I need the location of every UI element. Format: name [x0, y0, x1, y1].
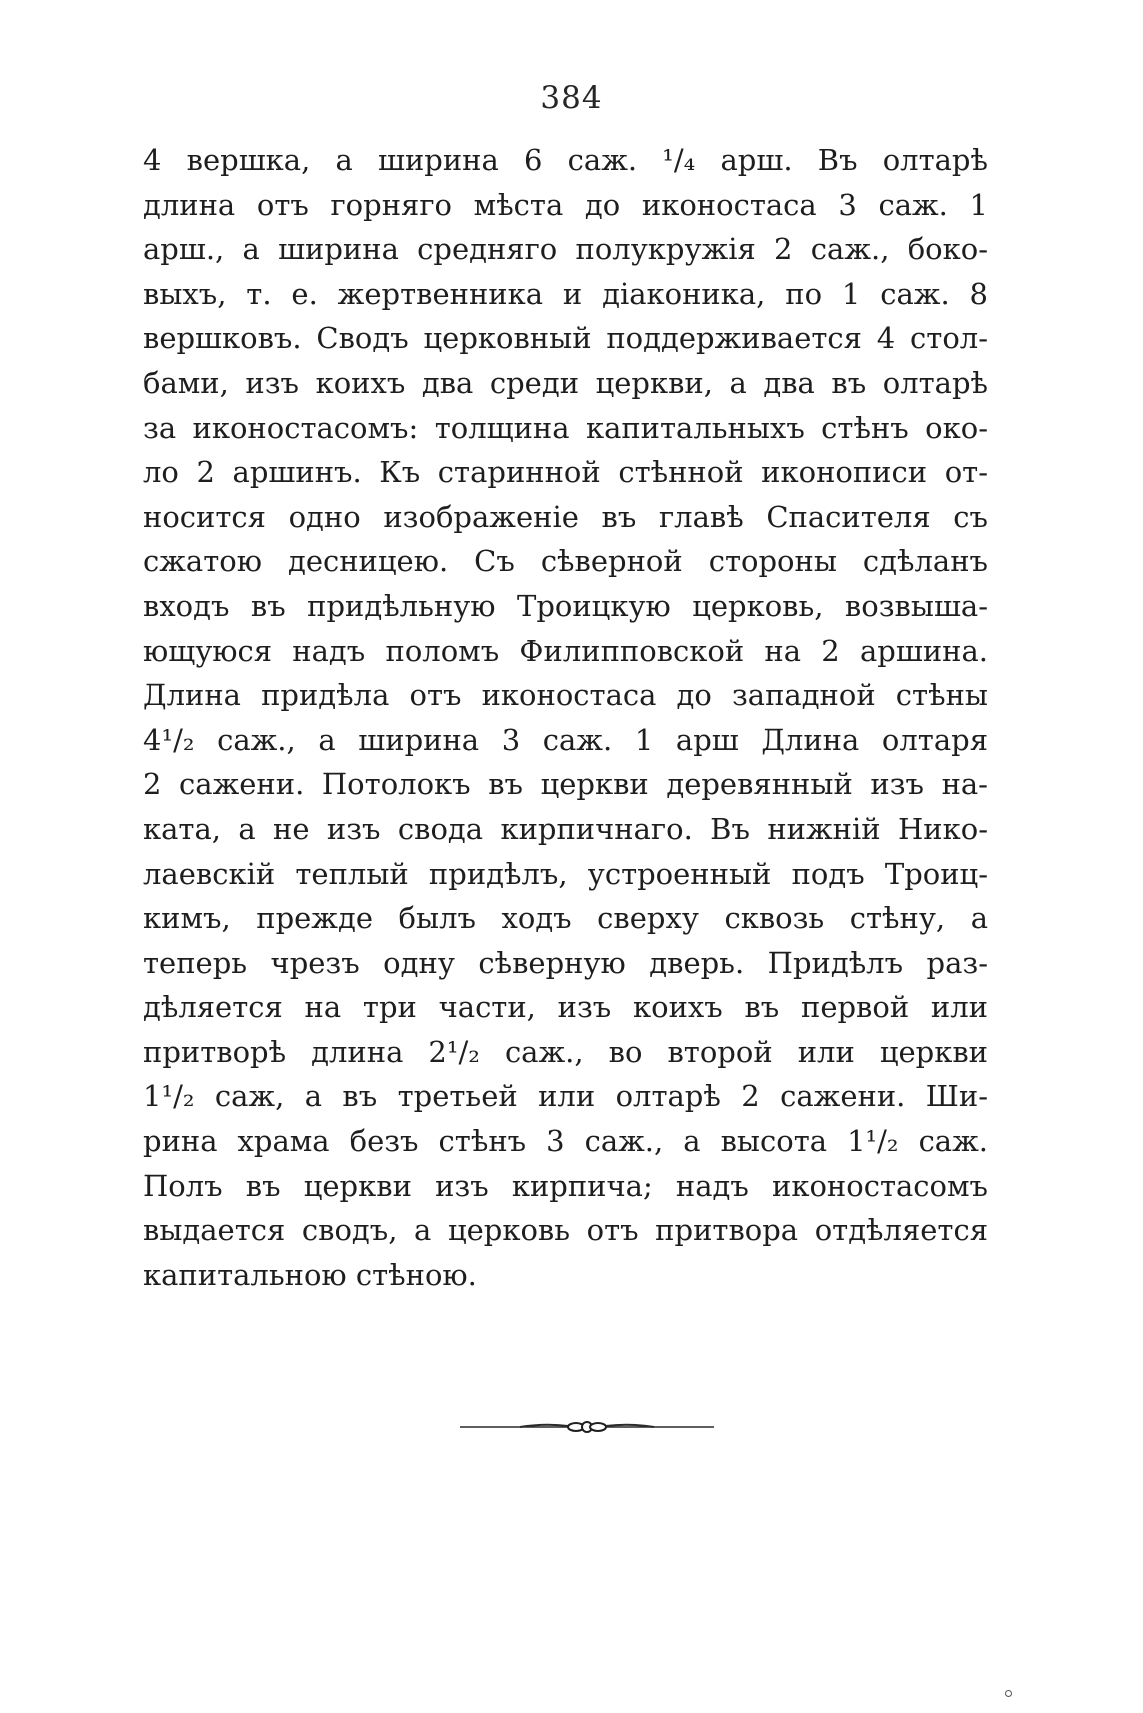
text-line: 4¹/₂ саж., а ширина 3 саж. 1 арш Длина олтаря [143, 722, 988, 757]
body-text [143, 138, 988, 1297]
text-line: теперь чрезъ одну сѣверную дверь. Придѣлъ раз- [143, 945, 988, 980]
text-line: кимъ, прежде былъ ходъ сверху сквозь стѣну, а [143, 901, 988, 936]
text-line: капитальною стѣною. [143, 1257, 477, 1292]
text-line: длина отъ горняго мѣста до иконостаса 3 саж. 1 [143, 187, 988, 222]
text-line: Длина придѣла отъ иконостаса до западной стѣны [143, 678, 988, 713]
text-line: бами, изъ коихъ два среди церкви, а два въ олтарѣ [143, 365, 988, 400]
text-line: ющуюся надъ поломъ Филипповской на 2 аршина. [143, 633, 988, 668]
text-line: ката, а не изъ свода кирпичнаго. Въ нижній Нико- [143, 811, 988, 846]
text-line: вершковъ. Сводъ церковный поддерживается 4 стол- [143, 321, 988, 356]
paper-speck [1005, 1690, 1012, 1697]
text-line: притворѣ длина 2¹/₂ саж., во второй или церкви [143, 1034, 988, 1069]
text-line: 1¹/₂ саж, а въ третьей или олтарѣ 2 сажени. Ши- [143, 1079, 988, 1114]
text-line: выдается сводъ, а церковь отъ притвора отдѣляется [143, 1213, 988, 1248]
text-line: за иконостасомъ: толщина капитальныхъ стѣнъ око- [143, 410, 988, 445]
ornament-divider [460, 1420, 714, 1434]
text-line: выхъ, т. е. жертвенника и діаконика, по 1 саж. 8 [143, 276, 988, 311]
text-line: ло 2 аршинъ. Къ старинной стѣнной иконописи от- [143, 455, 988, 490]
text-line: рина храма безъ стѣнъ 3 саж., а высота 1¹/₂ саж. [143, 1124, 988, 1159]
text-line: 2 сажени. Потолокъ въ церкви деревянный изъ на- [143, 767, 988, 802]
text-line: входъ въ придѣльную Троицкую церковь, возвыша- [143, 588, 988, 623]
text-line: Полъ въ церкви изъ кирпича; надъ иконостасомъ [143, 1168, 988, 1203]
text-line: носится одно изображеніе въ главѣ Спасителя съ [143, 499, 988, 534]
text-line: лаевскій теплый придѣлъ, устроенный подъ Троиц- [143, 856, 988, 891]
text-line: 4 вершка, а ширина 6 саж. ¹/₄ арш. Въ олтарѣ [143, 143, 988, 177]
page-number: 384 [540, 80, 603, 116]
text-line: сжатою десницею. Съ сѣверной стороны сдѣланъ [143, 544, 988, 579]
text-line: арш., а ширина средняго полукружія 2 саж., боко- [143, 232, 988, 267]
text-line: дѣляется на три части, изъ коихъ въ первой или [143, 990, 988, 1025]
